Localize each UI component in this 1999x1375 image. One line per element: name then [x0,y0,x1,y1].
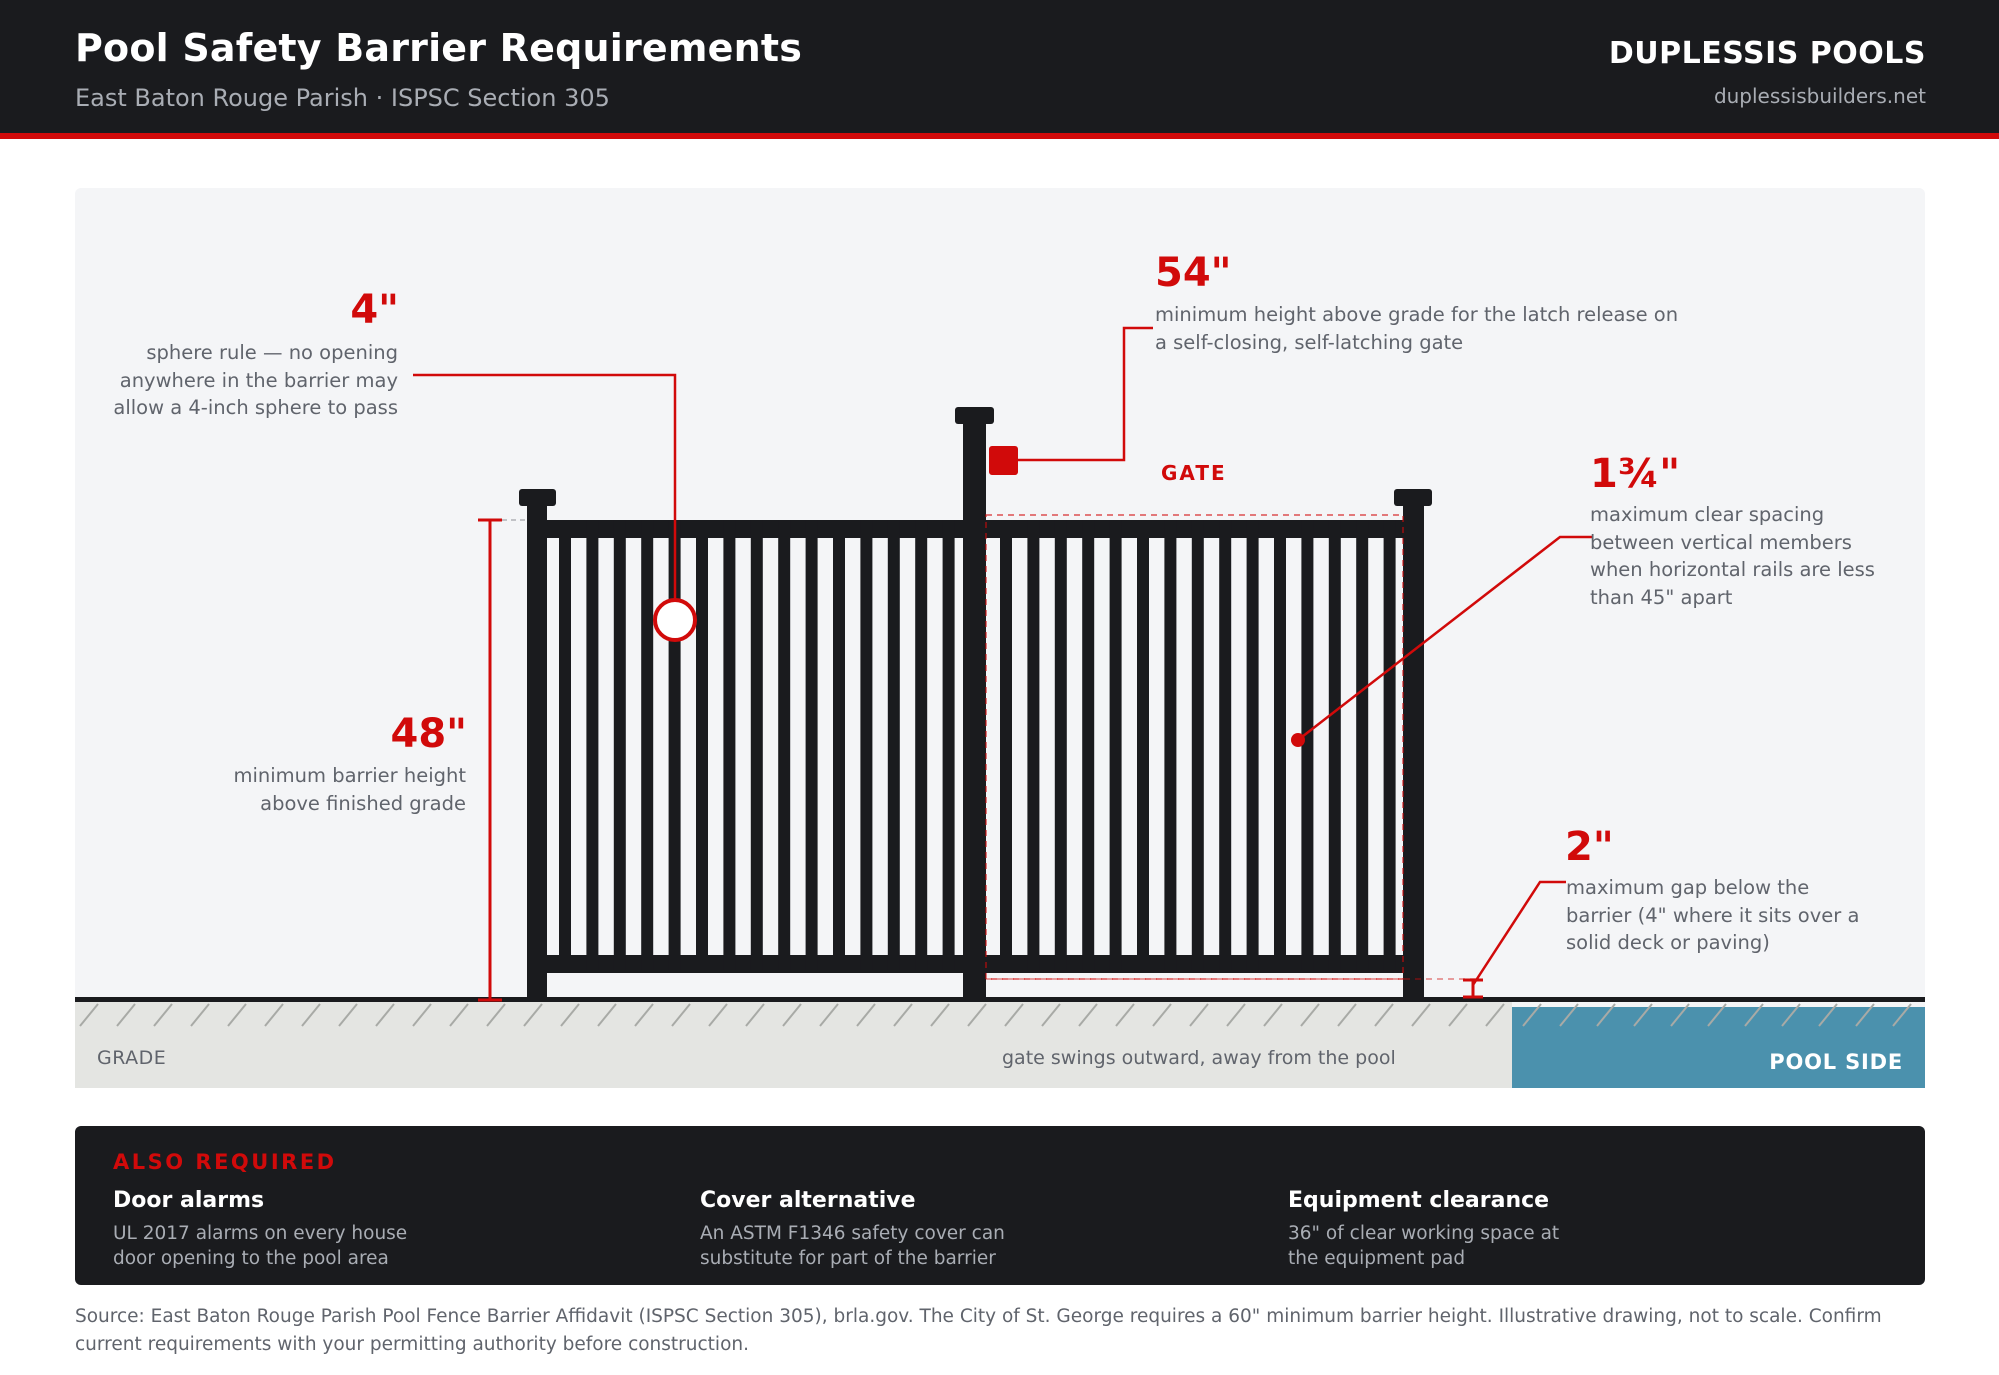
fence-picket [559,520,571,970]
gate-hinge-post [963,418,986,1000]
gate-label: GATE [1161,461,1227,485]
fence-picket [1247,520,1259,970]
ground-line [75,997,1925,1002]
requirement-title: Cover alternative [700,1188,916,1213]
fence-picket [860,520,872,970]
fence-picket [833,520,845,970]
fence-picket [1384,520,1396,970]
gap-value: 2" [1565,824,1614,870]
gap-leader [1473,882,1566,985]
also-required-panel [75,1126,1925,1285]
left-post [527,500,547,1000]
grade-label: GRADE [97,1047,167,1069]
brand-name: DUPLESSIS POOLS [1608,36,1926,71]
fence-picket [1356,520,1368,970]
fence-picket [751,520,763,970]
also-required-title: ALSO REQUIRED [113,1150,337,1174]
fence-picket [943,520,955,970]
latch-value: 54" [1155,250,1232,296]
gate-latch [989,446,1018,475]
latch-leader [1018,328,1153,460]
requirement-description: An ASTM F1346 safety cover can substitute for part of the barrier [700,1223,1005,1269]
fence-picket [1027,520,1039,970]
requirement-description: UL 2017 alarms on every house door opening to the pool area [113,1223,408,1269]
fence-picket [614,520,626,970]
fence-picket [586,520,598,970]
page-subtitle: East Baton Rouge Parish · ISPSC Section 305 [75,84,610,112]
left-post-cap [519,489,556,506]
fence-picket [806,520,818,970]
fence-picket [1137,520,1149,970]
fence-picket [1329,520,1341,970]
latch-description: minimum height above grade for the latch release on a self-closing, self-latching gate [1155,303,1679,354]
brand-website: duplessisbuilders.net [1713,84,1926,108]
fence-picket [915,520,927,970]
fence-picket [1164,520,1176,970]
spacing-description: maximum clear spacing between vertical members when horizontal rails are less than 45" apart [1590,503,1875,609]
fence-picket [888,520,900,970]
requirement-cover-alternative [700,1188,1260,1271]
fence-structure [519,407,1432,1000]
pool-side-label: POOL SIDE [1769,1050,1903,1074]
fence-picket [1219,520,1231,970]
sphere-value: 4" [350,287,399,333]
height-description: minimum barrier height above finished grade [233,764,466,815]
fence-picket [778,520,790,970]
height-value: 48" [390,711,467,757]
requirement-equipment-clearance [1288,1188,1848,1271]
requirement-title: Door alarms [113,1188,265,1213]
fence-picket [696,520,708,970]
fence-picket [1110,520,1122,970]
spacing-leader [1298,537,1592,740]
fence-picket [1082,520,1094,970]
gate-swing-note: gate swings outward, away from the pool [1002,1047,1396,1069]
sphere-description: sphere rule — no opening anywhere in the barrier may allow a 4-inch sphere to pass [113,341,398,419]
fence-picket [1000,520,1012,970]
spacing-marker [1291,733,1305,747]
sphere-marker [655,600,695,640]
source-footnote: Source: East Baton Rouge Parish Pool Fence Barrier Affidavit (ISPSC Section 305), brla.gov. The City of St. George requires a 60" minimum barrier height. Illustrative drawing, not to scale. Confirm current requirements with your permitting authority before construction. [75,1306,1882,1355]
fence-picket [641,520,653,970]
gap-description: maximum gap below the barrier (4" where it sits over a solid deck or paving) [1566,876,1860,954]
fence-picket [1274,520,1286,970]
fence-picket [1055,520,1067,970]
requirement-description: 36" of clear working space at the equipment pad [1288,1223,1560,1269]
right-post [1403,500,1424,1000]
requirement-title: Equipment clearance [1288,1188,1550,1213]
page-title: Pool Safety Barrier Requirements [75,26,803,70]
spacing-value: 1¾" [1590,451,1681,497]
gate-post-cap [955,407,994,424]
right-post-cap [1394,489,1432,506]
fence-picket [1301,520,1313,970]
fence-picket [723,520,735,970]
fence-picket [1192,520,1204,970]
requirement-door-alarms [113,1188,673,1271]
